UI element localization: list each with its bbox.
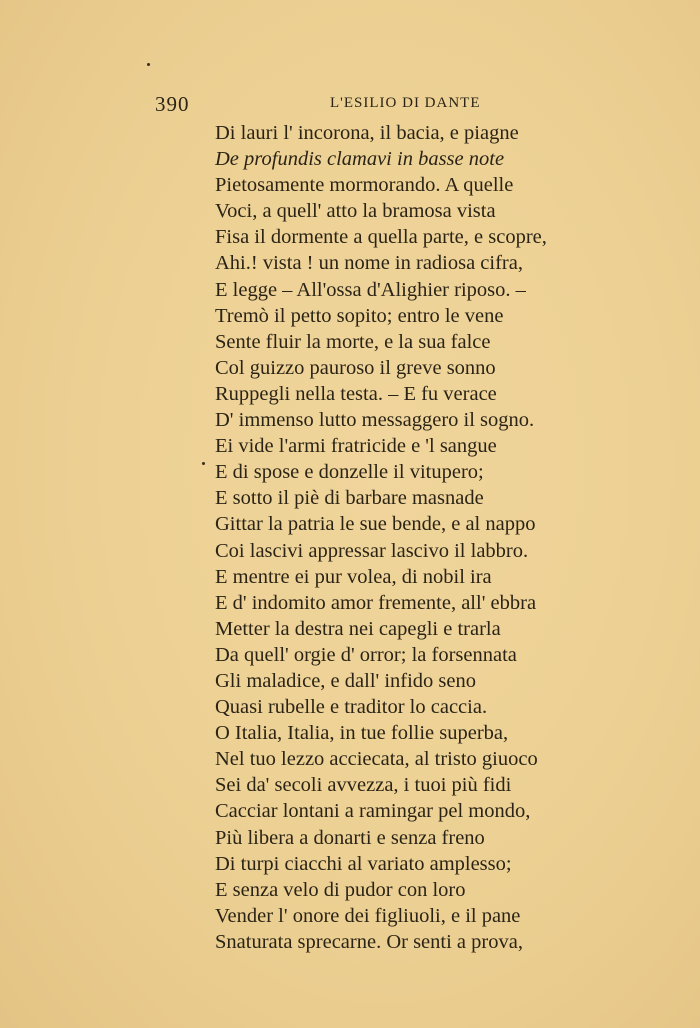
verse-line: Vender l' onore dei figliuoli, e il pane <box>215 904 521 927</box>
verse-line: E legge – All'ossa d'Alighier riposo. – <box>215 278 526 301</box>
verse-line: O Italia, Italia, in tue follie superba, <box>215 722 509 745</box>
verse-line: Voci, a quell' atto la bramosa vista <box>215 200 496 223</box>
verse-line: Ruppegli nella testa. – E fu verace <box>215 382 497 405</box>
verse-line: E d' indomito amor fremente, all' ebbra <box>215 591 537 614</box>
verse-line: Metter la destra nei capegli e trarla <box>215 617 501 640</box>
verse-line: Quasi rubelle e traditor lo caccia. <box>215 696 488 719</box>
verse-line: Ahi.! vista ! un nome in radiosa cifra, <box>215 252 523 275</box>
verse-line: Col guizzo pauroso il greve sonno <box>215 356 496 379</box>
verse-line: E di spose e donzelle il vitupero; <box>215 461 484 484</box>
verse-line: Gli maladice, e dall' infido seno <box>215 669 477 692</box>
verse-line: De profundis clamavi in basse note <box>215 148 505 171</box>
verse-line: Coi lascivi appressar lascivo il labbro. <box>215 539 529 562</box>
paper-speck <box>202 462 205 465</box>
verse-line: Di turpi ciacchi al variato amplesso; <box>215 852 512 875</box>
verse-line: Fisa il dormente a quella parte, e scopre, <box>215 226 547 249</box>
verse-line: E sotto il piè di barbare masnade <box>215 487 484 510</box>
running-title: L'ESILIO DI DANTE <box>330 95 481 111</box>
verse-line: E senza velo di pudor con loro <box>215 878 466 901</box>
verse-line: Ei vide l'armi fratricide e 'l sangue <box>215 435 497 458</box>
verse-line: Pietosamente mormorando. A quelle <box>215 174 514 197</box>
paper-speck <box>147 63 150 66</box>
verse-line: Più libera a donarti e senza freno <box>215 826 485 849</box>
poem-text <box>215 120 675 955</box>
verse-line: Tremò il petto sopito; entro le vene <box>215 304 504 327</box>
verse-line: Sei da' secoli avvezza, i tuoi più fidi <box>215 774 512 797</box>
verse-line: E mentre ei pur volea, di nobil ira <box>215 565 492 588</box>
verse-line: Nel tuo lezzo acciecata, al tristo giuoco <box>215 748 538 771</box>
verse-line: Di lauri l' incorona, il bacia, e piagne <box>215 122 519 144</box>
verse-line: Sente fluir la morte, e la sua falce <box>215 330 491 353</box>
verse-line: Gittar la patria le sue bende, e al nappo <box>215 513 536 536</box>
verse-line: Da quell' orgie d' orror; la forsennata <box>215 643 517 666</box>
verse-line: D' immenso lutto messaggero il sogno. <box>215 409 535 432</box>
page-number: 390 <box>155 92 190 116</box>
verse-line: Snaturata sprecarne. Or senti a prova, <box>215 930 523 953</box>
verse-line: Cacciar lontani a ramingar pel mondo, <box>215 800 531 823</box>
